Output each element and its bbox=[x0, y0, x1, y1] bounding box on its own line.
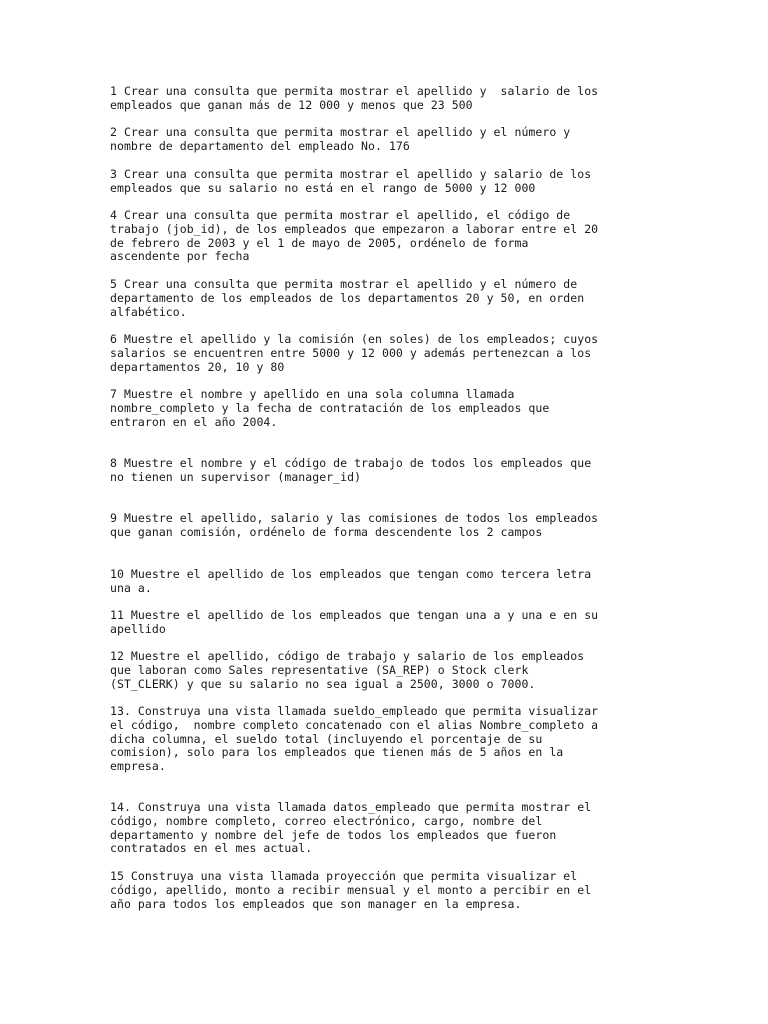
exercise-2: 2 Crear una consulta que permita mostrar el apellido y el número y nombre de departamento del empleado No. 176 bbox=[110, 125, 571, 153]
exercise-5: 5 Crear una consulta que permita mostrar el apellido y el número de departamento de los empleados de los departamentos 20 y 50, en orden alfabético. bbox=[110, 277, 585, 319]
exercise-9: 9 Muestre el apellido, salario y las comisiones de todos los empleados que ganan comisión, ordénelo de forma descendente los 2 campos bbox=[110, 511, 599, 539]
exercise-13: 13. Construya una vista llamada sueldo_empleado que permita visualizar el código, nombre completo concatenado con el alias Nombre_completo a dicha columna, el sueldo total (incluyendo el porcentaje de su comision), solo para los empleados que tienen más de 5 años en la empresa. bbox=[110, 704, 599, 774]
exercise-11: 11 Muestre el apellido de los empleados que tengan una a y una e en su apellido bbox=[110, 608, 599, 636]
exercise-4: 4 Crear una consulta que permita mostrar el apellido, el código de trabajo (job_id), de los empleados que empezaron a laborar entre el 20 de febrero de 2003 y el 1 de mayo de 2005, ordénelo de forma ascendente por fecha bbox=[110, 208, 599, 264]
exercise-15: 15 Construya una vista llamada proyección que permita visualizar el código, apellido, monto a recibir mensual y el monto a percibir en el año para todos los empleados que son manager en la empresa. bbox=[110, 869, 592, 911]
exercise-10: 10 Muestre el apellido de los empleados que tengan como tercera letra una a. bbox=[110, 567, 592, 595]
exercise-1: 1 Crear una consulta que permita mostrar el apellido y salario de los empleados que ganan más de 12 000 y menos que 23 500 bbox=[110, 84, 599, 112]
exercise-8: 8 Muestre el nombre y el código de trabajo de todos los empleados que no tienen un supervisor (manager_id) bbox=[110, 456, 592, 484]
exercise-6: 6 Muestre el apellido y la comisión (en soles) de los empleados; cuyos salarios se encuentren entre 5000 y 12 000 y además pertenezcan a los departamentos 20, 10 y 80 bbox=[110, 332, 599, 374]
exercise-12: 12 Muestre el apellido, código de trabajo y salario de los empleados que laboran como Sales representative (SA_REP) o Stock clerk (ST_CLERK) y que su salario no sea igual a 2500, 3000 o 7000. bbox=[110, 649, 585, 691]
exercise-3: 3 Crear una consulta que permita mostrar el apellido y salario de los empleados que su salario no está en el rango de 5000 y 12 000 bbox=[110, 167, 592, 195]
exercise-14: 14. Construya una vista llamada datos_empleado que permita mostrar el código, nombre completo, correo electrónico, cargo, nombre del departamento y nombre del jefe de todos los empleados que fueron contratados en el mes actual. bbox=[110, 800, 592, 856]
exercise-7: 7 Muestre el nombre y apellido en una sola columna llamada nombre_completo y la fecha de contratación de los empleados que entraron en el año 2004. bbox=[110, 387, 550, 429]
